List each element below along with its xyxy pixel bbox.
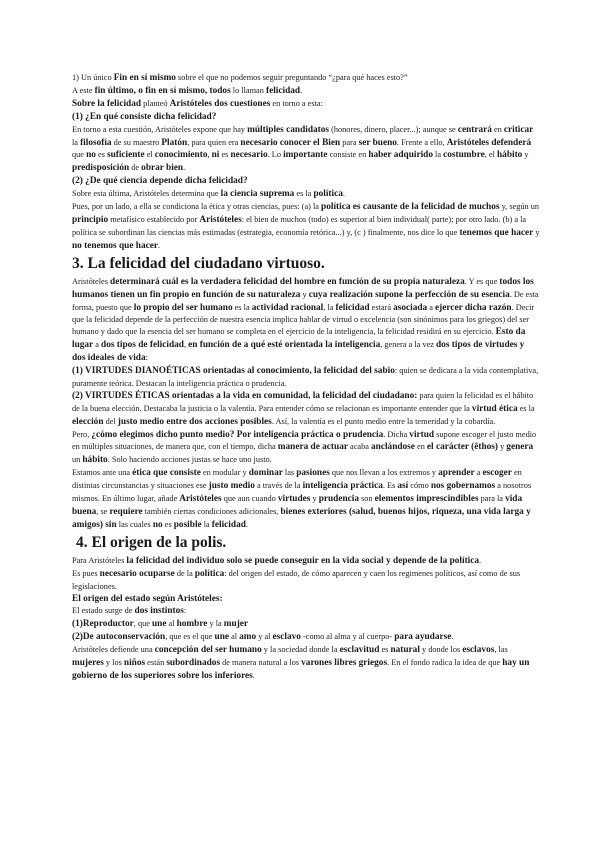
section-3-paragraph [72,467,540,532]
bold-text: prudencia [318,494,359,505]
text-run: consiste en [327,150,369,160]
text-run: , [207,150,212,160]
bold-text: fin último, o fin en sí mismo, todos [94,85,231,96]
text-run: de [129,163,142,173]
text-run: . [342,189,345,199]
text-run: acaba [347,442,372,452]
bold-text: dos instintos [134,606,184,617]
section-4-paragraph [72,644,540,683]
text-run: las cuales [116,519,153,529]
bold-text: dominar [248,468,283,479]
text-run: Aristóteles defiende una [72,645,155,655]
section-4-paragraph [72,568,540,593]
bold-text: ¿cómo elegimos dicho punto medio? Por inteligencia práctica o prudencia [91,429,384,440]
bold-text: cuya realización supone la perfección de su esencia [308,289,510,300]
text-run: el [144,150,155,160]
bold-text: lo propio del ser humano [133,302,233,313]
bold-text: escoger [482,468,512,479]
bold-text: necesario ocuparse [99,568,175,579]
text-run: . [245,519,248,529]
bold-text: así [397,481,409,492]
text-run: a [427,302,436,312]
text-run: y [498,442,507,452]
text-run: y [522,150,529,160]
text-run: : quien se dedicara a la vida contemplativa, puramente teórica. Destacan la inteligencia práctica o prudencia. [72,366,539,388]
section-4-paragraph [72,555,540,568]
bold-text: ni [211,150,220,161]
bold-text: Sobre la felicidad [72,98,142,109]
text-run: en distintas circunstancias y situaciones ese [72,468,522,491]
bold-text: hay un gobierno de los superiores sobre los inferiores [72,658,530,681]
text-run: en modular y [200,468,249,478]
bold-text: amo [239,632,257,643]
text-run: . Así, la valentía es el punto medio entre la temeridad y la cobardía. [271,416,496,426]
bold-text: ser bueno [358,137,397,148]
text-run: , el [484,150,498,160]
bold-text: suficiente [106,150,145,161]
bold-text: justo medio [208,481,255,492]
bold-text: política es causante de la felicidad de muchos [321,202,500,213]
text-run: Aristóteles [72,276,111,286]
section-4-body [72,555,540,683]
text-run: en torno a esta: [270,98,323,108]
text-run: . En el fondo radica la idea de que [387,658,503,668]
text-run: Pero, [72,429,92,439]
text-run: que aun cuando [221,494,278,504]
bold-text: concepción del ser humano [154,645,262,656]
text-run: en [414,442,427,452]
bold-text: asociada [393,302,428,313]
text-run: . Y es que [464,276,500,286]
bold-text: determinará cuál es la verdadera felicidad del hombre en función de su propia naturaleza [110,276,465,287]
bold-text: virtud ética [471,403,518,414]
bold-text: esclavos [462,645,495,656]
text-run: . Frente a ello, [396,137,447,147]
bold-text: vida buena [72,494,523,517]
text-run: Pues, por un lado, a ella se condiciona la ética y otras ciencias, pues: (a) la [72,202,322,212]
text-run: para la [478,494,506,504]
bold-text: múltiples candidatos [247,124,330,135]
section-3-paragraph [72,365,540,390]
bold-text: inteligencia práctica [302,481,383,492]
text-run: y donde los [419,645,463,655]
bold-text: Aristóteles [199,214,242,225]
text-run: y [310,494,319,504]
text-run: . [158,240,161,250]
intro-paragraph [72,201,540,253]
intro-paragraph [72,72,540,85]
text-run: . Decir que la felicidad depende de la perfección de nuestra esencia implica hablar de virtud o excelencia (son sinónimos para los griegos) del ser humano y dado que la esencia del ser humano se completa en el ejercicio de la inteligencia, la felicidad residirá en su ejercicio. [72,302,535,337]
bold-text: bienes exteriores (salud, buenos hijos, riqueza, una vida larga y amigos) sin [72,507,531,530]
bold-text: obrar bien [141,163,184,174]
bold-text: niños [123,658,146,669]
document-page [72,72,540,683]
text-run: la [432,150,444,160]
text-run: . Lo [267,150,284,160]
bold-text: El origen del estado según Aristóteles: [72,593,223,604]
section-3-heading: 3. La felicidad del ciudadano virtuoso. [72,254,325,272]
text-run: las [282,468,297,478]
text-run: a [474,468,483,478]
bold-text: elección [72,416,104,427]
section-4-heading: 4. El origen de la polis. [76,533,227,551]
section-3-paragraph [72,276,540,365]
bold-text: manera de actuar [277,442,348,453]
bold-text: elementos imprescindibles [374,494,479,505]
text-run: : del origen del estado, de cómo aparecen y caen los regimenes políticos, así como de sus legislaciones. [72,568,521,591]
text-run: y [533,227,540,237]
bold-text: hombre [176,619,208,630]
text-run: . De esta forma, puesto que [72,289,539,312]
bold-text: Platón [161,137,188,148]
text-run: 1) Un único [72,73,114,82]
bold-text: (1) ¿En qué consiste dicha felicidad? [72,111,217,122]
text-run: del [103,416,118,426]
bold-text: ejercer dicha razón [435,302,512,313]
bold-text: ética que consiste [132,468,201,479]
text-run: : [183,606,187,616]
bold-text: aprender [438,468,475,479]
bold-text: política [194,568,225,579]
text-run: . [300,85,303,95]
bold-text: esclavitud [339,645,380,656]
bold-text: (2) VIRTUDES ÉTICAS orientadas a la vida en comunidad, la felicidad del ciudadano: [72,390,418,401]
bold-text: Esto da lugar [72,327,526,351]
text-run: lo llaman [230,85,266,95]
text-run: -como al alma y al cuerpo- [300,632,395,642]
text-run: y al [256,632,273,642]
text-run: , que es el que [165,632,215,642]
intro-paragraph [72,188,540,201]
bold-text: hábito [497,150,523,161]
bold-text: centrará [457,124,492,135]
text-run: de la [174,568,195,578]
text-run: : el bien de muchos (todo) es superior al bien individual( parte); por otro lado. (b) a la política se subordinan las ciencias más estimadas (estrategia, economía retórica...) y, (c ) finalmente, nos dice lo que [72,214,527,237]
bold-text: actividad racional [251,302,324,313]
text-run: la [72,137,81,147]
bold-text: virtudes [277,494,311,505]
text-run: a [93,340,102,350]
text-run: . [479,555,482,565]
intro-paragraph [72,85,540,98]
bold-text: la ciencia suprema [220,189,295,200]
bold-text: virtud [409,429,435,440]
text-run: metafísico establecido por [108,214,200,224]
bold-text: no [152,519,163,530]
section-4-paragraph [72,605,540,618]
bold-text: (1)Reproductor [72,619,134,630]
text-run: un [72,455,83,465]
text-run: , que [133,619,152,629]
text-run: (honores, dinero, placer...); aunque se [329,124,458,134]
text-run: . Es [382,481,398,491]
bold-text: une [214,632,229,643]
text-run: es la [517,403,535,413]
bold-text: pasiones [296,468,330,479]
text-run: es [379,645,391,655]
bold-text: la felicidad del individuo solo se puede conseguir en la vida social y depende de la política [126,555,480,566]
text-run: de manera natural a los [220,658,302,668]
bold-text: felicidad [265,85,301,96]
bold-text: felicidad [335,302,370,313]
bold-text: justo medio entre dos acciones posibles [117,416,272,427]
bold-text: mujeres [72,658,104,669]
bold-text: nos gobernamos [430,481,496,492]
bold-text: tenemos que hacer [459,227,534,238]
text-run: es la [294,189,314,199]
text-run: A este [72,85,95,95]
intro-paragraph [72,124,540,176]
section-3-paragraph [72,390,540,429]
bold-text: predisposición [72,163,130,174]
bold-text: costumbre [443,150,485,161]
bold-text: necesario [230,150,268,161]
bold-text: haber adquirido [368,150,433,161]
intro-section [72,72,540,253]
bold-text: necesario conocer el Bien [240,137,341,148]
bold-text: todos los humanos tienen un fin propio en función de su naturaleza [72,276,534,300]
text-run: estará [369,302,394,312]
bold-text: esclavo [272,632,301,643]
bold-text: conocimiento [154,150,208,161]
intro-paragraph [72,98,540,111]
text-run: supone escoger el justo medio en múltiples situaciones, de manera que, con el tiempo, dicha [72,429,537,452]
section-3-body [72,276,540,532]
bold-text: varones libres griegos [301,658,388,669]
text-run: , las [494,645,508,655]
text-run: es [162,519,174,529]
text-run: , [183,340,189,350]
text-run: son [358,494,375,504]
bold-text: subordinados [166,658,221,669]
text-run: sobre el que no podemos seguir preguntando “¿para qué haces esto?” [175,73,408,82]
text-run: es la [232,302,252,312]
text-run: cómo [408,481,431,491]
text-run: , se [96,507,110,516]
text-run: planteó [141,98,170,108]
text-run: y la sociedad donde la [261,645,340,655]
text-run: la [201,519,212,529]
text-run: y la [207,619,224,629]
section-4-paragraph [72,618,540,631]
text-run: que [72,150,87,160]
intro-paragraph [72,175,540,188]
bold-text: criticar [503,124,534,135]
text-run: y los [103,658,124,668]
text-run: Es pues [72,568,100,578]
bold-text: mujer [223,619,249,630]
bold-text: Aristóteles [179,494,222,505]
bold-text: en función de a qué esté orientada la inteligencia [188,340,381,351]
text-run: . [183,163,186,173]
bold-text: posible [173,519,202,530]
bold-text: no [86,150,96,161]
bold-text: hábito [82,455,108,466]
text-run: a través de la [254,481,303,491]
bold-text: felicidad [211,519,246,530]
text-run: a nosotros mismos. En último lugar, añade [72,481,532,504]
text-run: . Dicha [383,429,410,439]
text-run: para [340,137,359,147]
text-run: . [252,670,255,680]
text-run: al [229,632,240,642]
text-run: para quien la felicidad es el hábito de la buena elección. Destacaba la justicia o la valentía. Para entender cómo se relacionan es importante entender que la [72,390,534,413]
bold-text: Fin en sí mismo [113,73,176,83]
text-run: , genera a la vez [380,340,436,350]
section-4-paragraph [72,593,540,606]
bold-text: (2)De autoconservación [72,632,166,643]
bold-text: requiere [109,507,143,517]
section-3-paragraph [72,429,540,468]
bold-text: genera [506,442,534,453]
bold-text: importante [283,150,328,161]
section-4-paragraph [72,631,540,644]
bold-text: filosofía [80,137,112,148]
text-run: Estamos ante una [72,468,133,478]
bold-text: política [313,189,343,200]
bold-text: une [152,619,167,630]
bold-text: natural [390,645,420,656]
intro-paragraph [72,111,540,124]
bold-text: no tenemos que hacer [72,240,158,251]
bold-text: anclándose [371,442,415,453]
text-run: y, según un [499,202,540,212]
text-run: es [95,150,107,160]
text-run: es [219,150,231,160]
text-run: En torno a esta cuestión, Aristóteles expone que hay [72,124,248,134]
text-run: : [145,353,148,363]
text-run: en [491,124,504,134]
text-run: y [300,289,309,299]
bold-text: el carácter (êthos) [426,442,498,453]
bold-text: dos tipos de felicidad [101,340,184,351]
bold-text: Aristóteles dos cuestiones [169,98,271,109]
bold-text: dos tipos de virtudes y dos ideales de vida [72,340,525,364]
text-run: están [145,658,167,668]
text-run: también ciertas condiciones adicionales, [142,507,281,516]
bold-text: (2) ¿De qué ciencia depende dicha felicidad? [72,176,248,187]
text-run: Para Aristóteles [72,555,127,565]
text-run: Sobre esta última, Aristóteles determina que [72,189,221,199]
text-run: . [451,632,454,642]
text-run: que nos llevan a los extremos y [329,468,439,478]
text-run: El estado surge de [72,606,135,616]
text-run: , la [323,302,336,312]
text-run: de su maestro [111,137,162,147]
bold-text: (1) VIRTUDES DIANOÉTICAS orientadas al conocimiento, la felicidad del sabio [72,366,395,377]
text-run: al [166,619,177,629]
bold-text: Aristóteles defenderá [446,137,532,148]
text-run: . Solo haciendo acciones justas se hace uno justo. [107,455,272,465]
bold-text: para ayudarse [394,632,452,643]
bold-text: principio [72,214,109,225]
text-run: , para quien era [187,137,241,147]
